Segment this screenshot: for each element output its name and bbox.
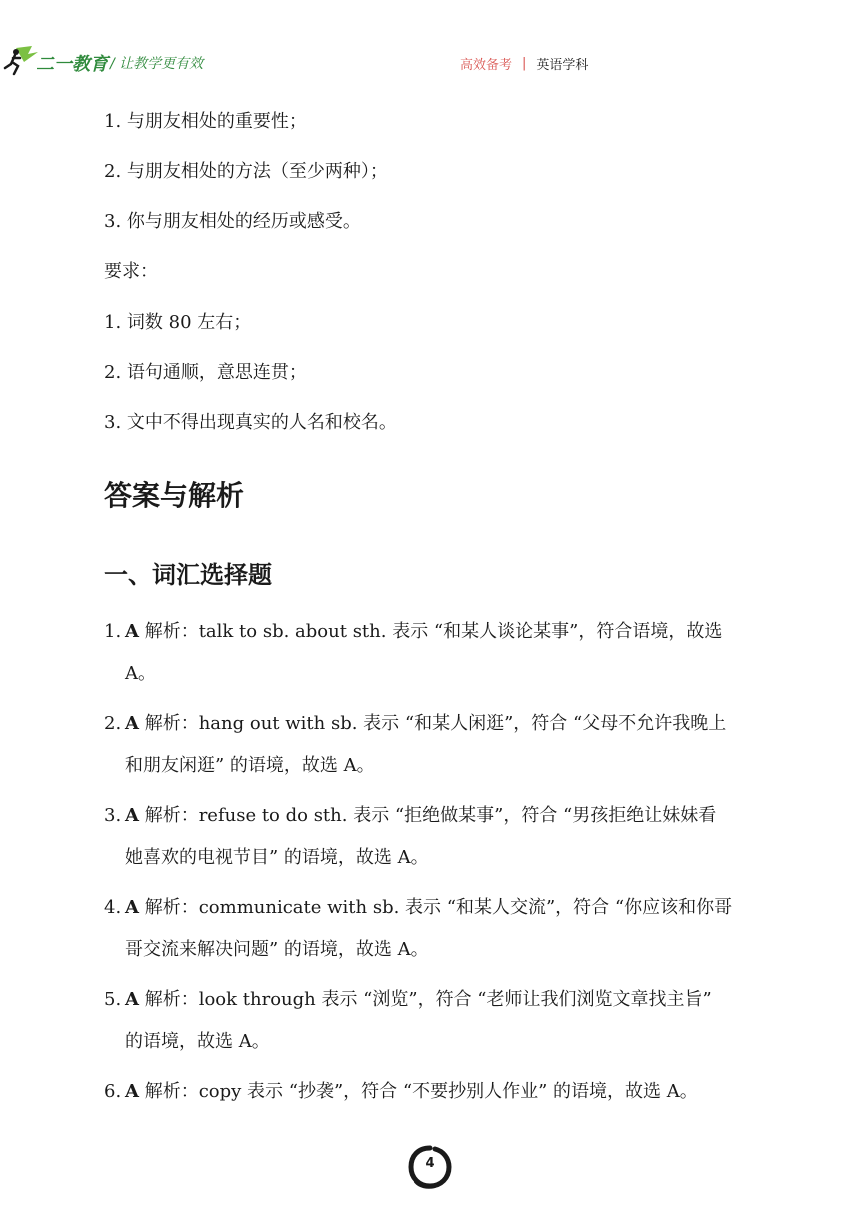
answer-explanation: refuse to do sth. 表示 “拒绝做某事”，符合 “男孩拒绝让妹妹看 (198, 805, 717, 826)
answer-explanation-cont: 哥交流来解决问题” 的语境，故选 A。 (125, 939, 429, 960)
brand-name: 二一教育 (36, 54, 108, 75)
exam-label: 高效备考 (460, 58, 513, 73)
answer-letter: A (125, 621, 139, 642)
answer-letter: A (125, 713, 139, 734)
answer-explanation: copy 表示 “抄袭”，符合 “不要抄别人作业” 的语境，故选 A。 (198, 1081, 698, 1102)
answer-label: 解析： (144, 1081, 199, 1102)
content-point: 2. 与朋友相处的方法（至少两种）； (104, 161, 388, 182)
answer-number: 2. (104, 713, 122, 734)
requirement-item: 2. 语句通顺，意思连贯； (104, 362, 307, 383)
answer-label: 解析： (144, 713, 199, 734)
answer-letter: A (125, 1081, 139, 1102)
content-point: 3. 你与朋友相处的经历或感受。 (104, 211, 361, 232)
answer-item (104, 896, 764, 980)
answer-explanation-cont: 她喜欢的电视节目” 的语境，故选 A。 (125, 847, 429, 868)
answer-letter: A (125, 989, 139, 1010)
header-subject-info (460, 54, 588, 73)
answer-item (104, 1080, 764, 1122)
answer-label: 解析： (144, 989, 199, 1010)
page-number-badge (407, 1144, 453, 1190)
answer-item (104, 712, 764, 796)
answer-number: 3. (104, 805, 122, 826)
answer-section-title: 答案与解析 (104, 479, 245, 512)
content-point: 1. 与朋友相处的重要性； (104, 111, 307, 132)
answer-number: 1. (104, 621, 122, 642)
requirements-label: 要求： (104, 261, 158, 282)
answer-item (104, 988, 764, 1072)
answer-label: 解析： (144, 621, 199, 642)
answer-number: 6. (104, 1081, 122, 1102)
answer-letter: A (125, 897, 139, 918)
page-header (0, 0, 860, 90)
header-divider: | (522, 56, 527, 71)
answer-label: 解析： (144, 897, 199, 918)
answer-explanation: communicate with sb. 表示 “和某人交流”，符合 “你应该和你哥 (198, 897, 733, 918)
answer-label: 解析： (144, 805, 199, 826)
answer-number: 4. (104, 897, 122, 918)
vocab-section-title: 一、词汇选择题 (104, 561, 272, 589)
answer-explanation: talk to sb. about sth. 表示 “和某人谈论某事”，符合语境，故选 (198, 621, 723, 642)
answer-letter: A (125, 805, 139, 826)
brand-slogan: / 让教学更有效 (110, 56, 204, 72)
page-number: 4 (425, 1156, 435, 1171)
requirement-item: 3. 文中不得出现真实的人名和校名。 (104, 412, 397, 433)
answer-explanation-cont: 的语境，故选 A。 (125, 1031, 270, 1052)
answer-explanation-cont: 和朋友闲逛” 的语境，故选 A。 (125, 755, 375, 776)
answer-explanation-cont: A。 (125, 663, 156, 684)
requirement-item: 1. 词数 80 左右； (104, 312, 252, 333)
subject-label: 英语学科 (536, 58, 589, 73)
answer-explanation: hang out with sb. 表示 “和某人闲逛”，符合 “父母不允许我晚上 (198, 713, 727, 734)
answer-item (104, 620, 764, 704)
answer-item (104, 804, 764, 888)
answer-explanation: look through 表示 “浏览”，符合 “老师让我们浏览文章找主旨” (198, 989, 712, 1010)
answer-number: 5. (104, 989, 122, 1010)
